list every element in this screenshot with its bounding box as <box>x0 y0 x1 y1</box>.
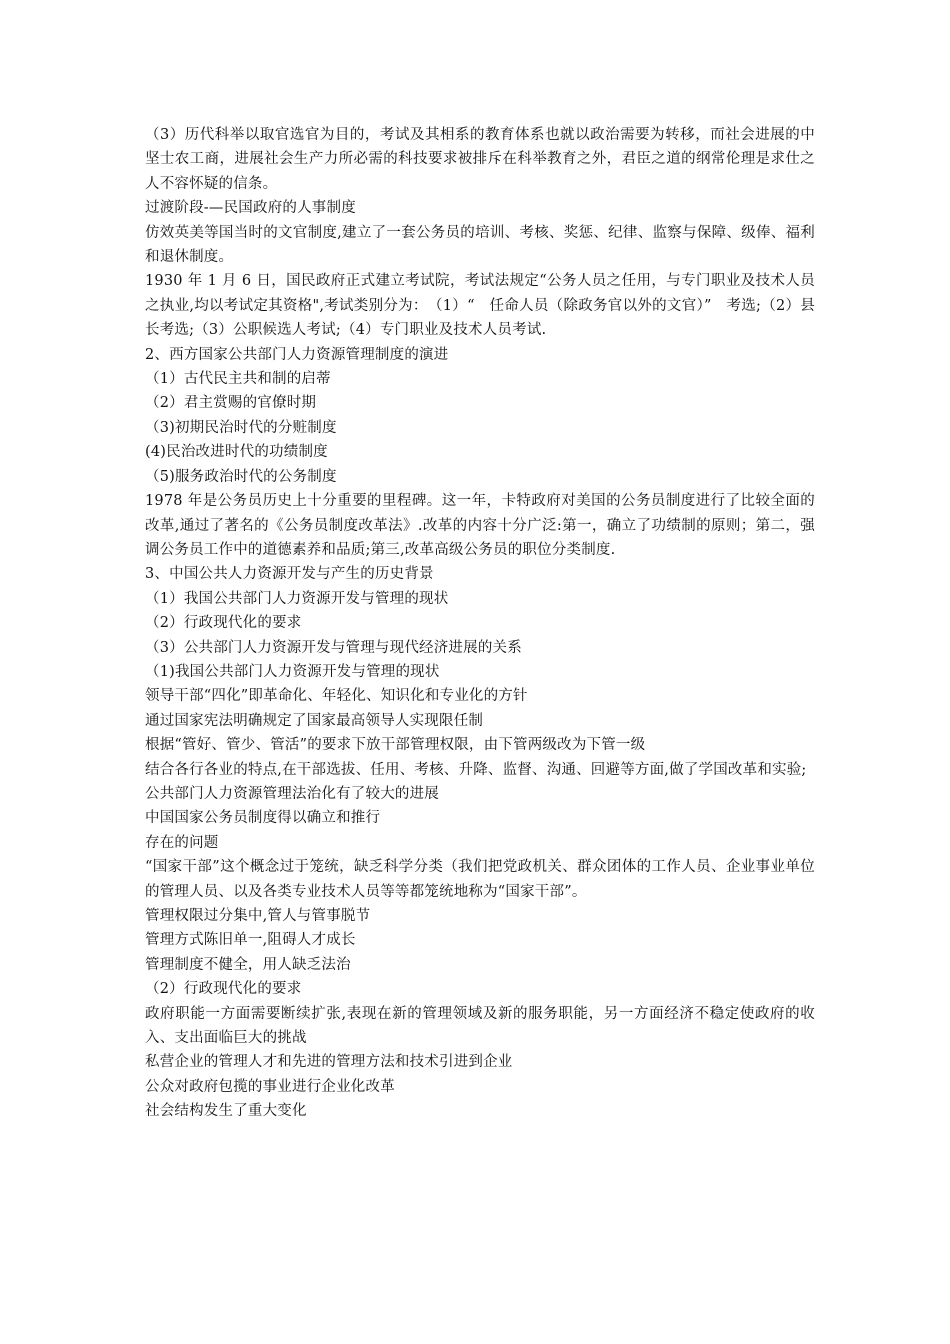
list-item-status-2: 通过国家宪法明确规定了国家最高领导人实现限任制 <box>145 712 484 729</box>
heading-china-background: 3、中国公共人力资源开发与产生的历史背景 <box>145 566 434 583</box>
list-item-status-1: 领导干部“四化”即革命化、年轻化、知识化和专业化的方针 <box>145 688 528 705</box>
subheading-modernization: （2）行政现代化的要求 <box>145 981 302 998</box>
list-item-problem-4: 管理制度不健全，用人缺乏法治 <box>145 956 351 973</box>
list-item-problem-3: 管理方式陈旧单一,阻碍人才成长 <box>145 932 356 949</box>
list-item-modern-2: 私营企业的管理人才和先进的管理方法和技术引进到企业 <box>145 1054 513 1071</box>
paragraph-examination-yuan: 1930 年 1 月 6 日，国民政府正式建立考试院，考试法规定“公务人员之任用，与专门职业及技术人员之执业,均以考试定其资格",考试类别分为： （1）“ 任命人员（除政务官以外的文官）” 考选;（2）县长考选;（3）公职候选人考试;（4）专门职业及技术人员考试. <box>145 273 815 339</box>
list-item-status-4: 结合各行各业的特点,在干部选拔、任用、考核、升降、监督、沟通、回避等方面,做了学国改革和实验; <box>145 761 807 778</box>
list-item-status-5: 公共部门人力资源管理法治化有了较大的进展 <box>145 785 439 802</box>
list-item-china-2: （2）行政现代化的要求 <box>145 615 302 632</box>
list-item-china-1: （1）我国公共部门人力资源开发与管理的现状 <box>145 590 449 607</box>
heading-transition-stage: 过渡阶段-—民国政府的人事制度 <box>145 200 356 217</box>
heading-western-evolution: 2、西方国家公共部门人力资源管理制度的演进 <box>145 346 449 363</box>
list-item-western-1: （1）古代民主共和制的启蒂 <box>145 371 331 388</box>
list-item-modern-1: 政府职能一方面需要断续扩张,表现在新的管理领域及新的服务职能，另一方面经济不稳定使政府的收入、支出面临巨大的挑战 <box>145 1005 815 1047</box>
subheading-china-status: （1)我国公共部门人力资源开发与管理的现状 <box>145 663 440 680</box>
list-item-western-5: （5)服务政治时代的公务制度 <box>145 468 337 485</box>
list-item-modern-4: 社会结构发生了重大变化 <box>145 1103 307 1120</box>
paragraph-keju-characteristics: （3）历代科举以取官选官为目的，考试及其相系的教育体系也就以政治需要为转移，而社会进展的中坚士农工商，进展社会生产力所必需的科技要求被排斥在科举教育之外，君臣之道的纲常伦理是求仕之人不容怀疑的信条。 <box>145 127 815 192</box>
list-item-status-3: 根据“管好、管少、管活”的要求下放干部管理权限，由下管两级改为下管一级 <box>145 737 646 754</box>
list-item-western-3: （3)初期民治时代的分赃制度 <box>145 419 337 436</box>
subheading-problems: 存在的问题 <box>145 834 219 851</box>
list-item-western-4: (4)民治改进时代的功绩制度 <box>145 444 328 461</box>
list-item-modern-3: 公众对政府包揽的事业进行企业化改革 <box>145 1078 395 1095</box>
list-item-western-2: （2）君主赏赐的官僚时期 <box>145 395 317 412</box>
list-item-china-3: （3）公共部门人力资源开发与管理与现代经济进展的关系 <box>145 639 522 656</box>
paragraph-civil-service-system: 仿效英美等国当时的文官制度,建立了一套公务员的培训、考核、奖惩、纪律、监察与保障、级俸、福利和退休制度。 <box>145 224 815 266</box>
list-item-problem-2: 管理权限过分集中,管人与管事脱节 <box>145 908 371 924</box>
document-page <box>145 123 815 1124</box>
paragraph-1978-reform: 1978 年是公务员历史上十分重要的里程碑。这一年，卡特政府对美国的公务员制度进行了比较全面的改革,通过了著名的《公务员制度改革法》.改革的内容十分广泛:第一，确立了功绩制的原则；第二，强调公务员工作中的道德素养和品质;第三,改革高级公务员的职位分类制度. <box>145 493 815 558</box>
list-item-problem-1: “国家干部”这个概念过于笼统，缺乏科学分类（我们把党政机关、群众团体的工作人员、企业事业单位的管理人员、以及各类专业技术人员等等都笼统地称为“国家干部”。 <box>145 859 815 900</box>
list-item-status-6: 中国国家公务员制度得以确立和推行 <box>145 810 381 827</box>
